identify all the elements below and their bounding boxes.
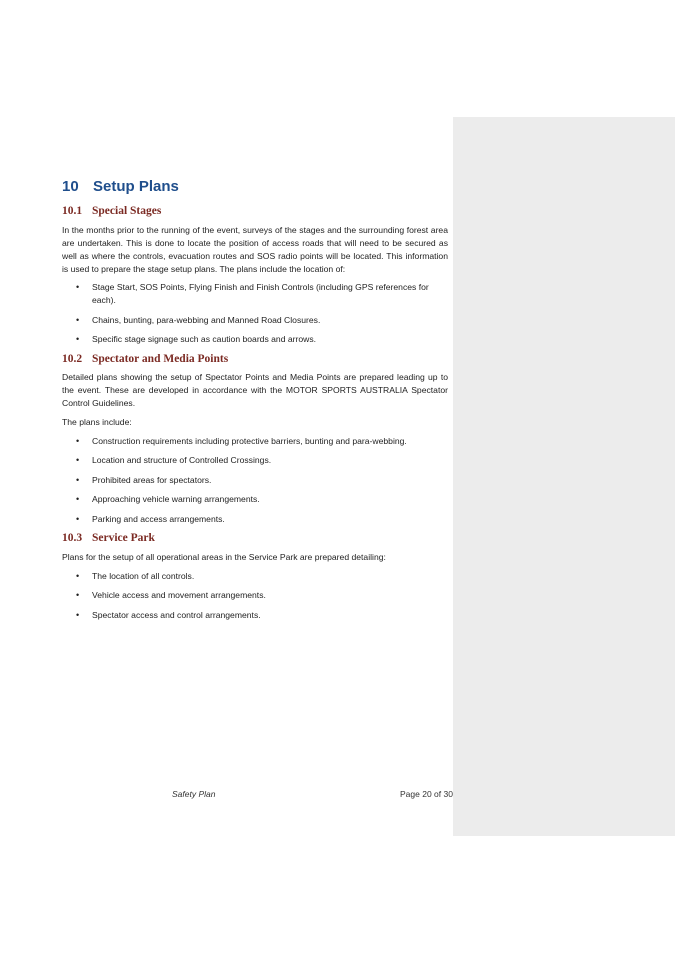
footer-page-number: Page 20 of 30: [400, 789, 453, 799]
list-item: • Location and structure of Controlled Crossings.: [76, 455, 272, 466]
paragraph: In the months prior to the running of the event, surveys of the stages and the surrounding forest area are undertaken. This is done to locate the position of access roads that will need to be secured as well as where the controls, evacuation routes and SOS radio points will be located. This information is used to prepare the stage setup plans. The plans include the location of:: [62, 224, 448, 274]
list-item: • Construction requirements including protective barriers, bunting and para-webbing.: [76, 435, 407, 446]
subsection-heading-special-stages: 10.1 Special Stages: [62, 205, 162, 217]
subsection-heading-spectator-media: 10.2 Spectator and Media Points: [62, 352, 229, 365]
list-item: • Specific stage signage such as caution boards and arrows.: [76, 334, 317, 345]
page-content: [62, 178, 448, 628]
list-item: • Vehicle access and movement arrangements.: [76, 590, 266, 601]
list-item: • Stage Start, SOS Points, Flying Finish and Finish Controls (including GPS references for each).: [76, 282, 429, 306]
list-item: • Parking and access arrangements.: [76, 513, 225, 524]
paragraph: The plans include:: [62, 417, 132, 428]
section-heading: [62, 178, 448, 195]
paragraph: Detailed plans showing the setup of Spectator Points and Media Points are prepared leading up to the event. These are developed in accordance with the MOTOR SPORTS AUSTRALIA Spectator Control Guidelines.: [62, 372, 448, 409]
subsection-heading-service-park: 10.3 Service Park: [62, 532, 155, 544]
footer-document-title: Safety Plan: [172, 789, 216, 799]
bullet-list: [62, 281, 448, 346]
list-item: • Spectator access and control arrangements.: [76, 609, 261, 620]
bullet-list: [62, 435, 448, 526]
section-title: Setup Plans: [93, 178, 179, 195]
list-item: • Prohibited areas for spectators.: [76, 474, 212, 485]
paragraph: Plans for the setup of all operational areas in the Service Park are prepared detailing:: [62, 551, 386, 562]
bullet-list: [62, 570, 448, 622]
list-item: • Approaching vehicle warning arrangements.: [76, 494, 260, 505]
list-item: • The location of all controls.: [76, 570, 195, 581]
list-item: • Chains, bunting, para-webbing and Manned Road Closures.: [76, 314, 321, 325]
section-number: 10: [62, 178, 79, 195]
comment-pane: [453, 117, 675, 836]
